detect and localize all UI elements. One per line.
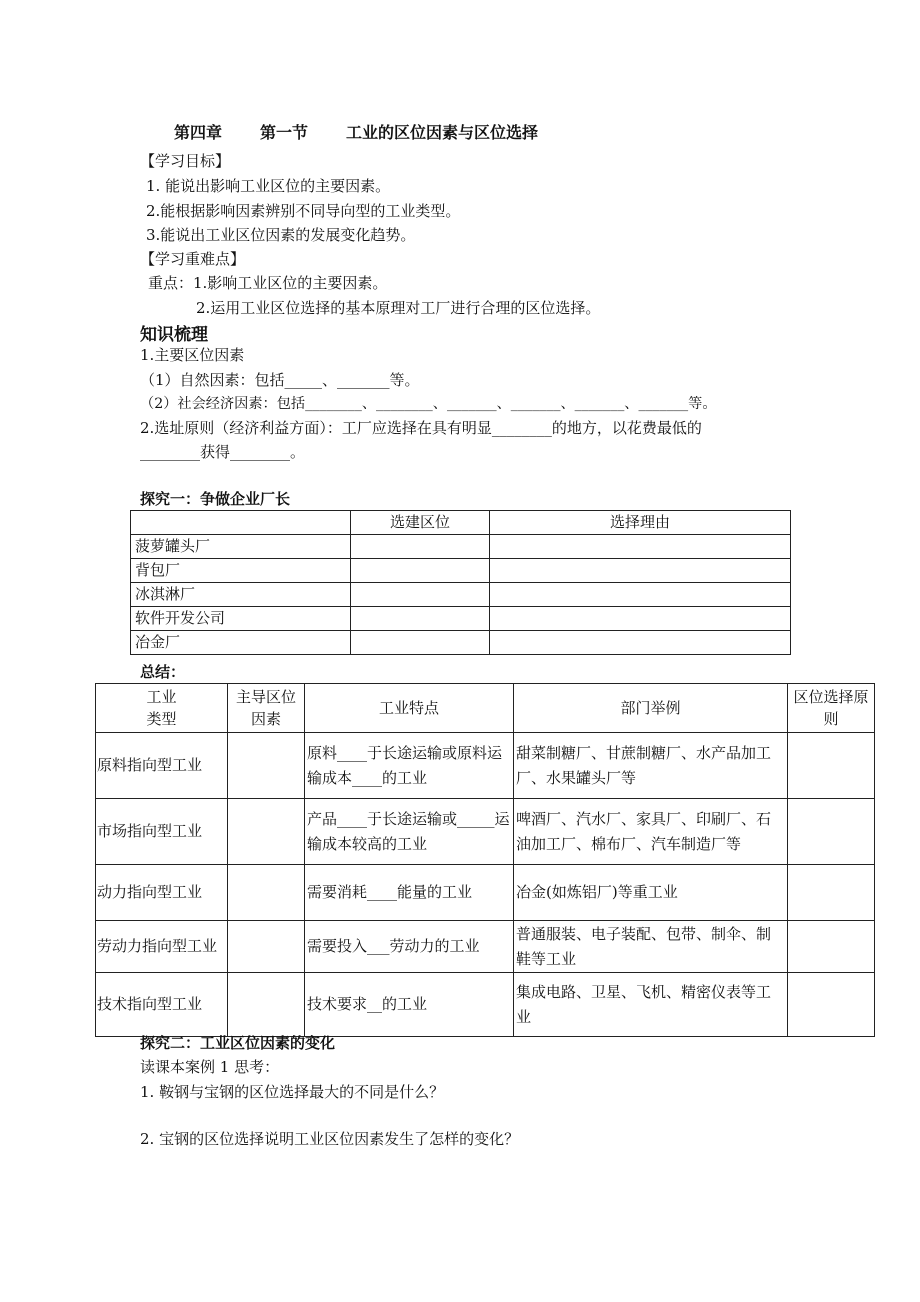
principle-cell[interactable] [788, 921, 875, 973]
location-cell[interactable] [351, 631, 490, 655]
example-cell: 啤酒厂、汽水厂、家具厂、印刷厂、石油加工厂、棉布厂、汽车制造厂等 [514, 799, 788, 865]
factory-location-table [130, 510, 791, 655]
principle-cell[interactable] [788, 865, 875, 921]
factor-cell[interactable] [228, 921, 305, 973]
table-header-cell: 主导区位 因素 [228, 684, 305, 733]
industry-type: 市场指向型工业 [96, 799, 228, 865]
factor-cell[interactable] [228, 733, 305, 799]
page-title [174, 120, 538, 143]
knowledge-line: 1.主要区位因素 [140, 346, 245, 364]
table-row [96, 799, 875, 865]
factory-name: 冶金厂 [131, 631, 351, 655]
explore2-header: 探究二：工业区位因素的变化 [140, 1034, 336, 1052]
objectives-header: 【学习目标】 [140, 152, 231, 170]
location-cell[interactable] [351, 607, 490, 631]
location-cell[interactable] [351, 559, 490, 583]
factory-name: 菠萝罐头厂 [131, 535, 351, 559]
feature-cell: 需要投入___劳动力的工业 [305, 921, 514, 973]
table-row [131, 607, 791, 631]
reason-cell[interactable] [490, 535, 791, 559]
question-item: 1. 鞍钢与宝钢的区位选择最大的不同是什么？ [140, 1083, 445, 1101]
table-header-cell: 部门举例 [514, 684, 788, 733]
table-row [131, 583, 791, 607]
chapter-label: 第四章 [174, 123, 223, 142]
feature-cell: 需要消耗____能量的工业 [305, 865, 514, 921]
principle-cell[interactable] [788, 799, 875, 865]
table-row [131, 631, 791, 655]
knowledge-header: 知识梳理 [140, 325, 208, 345]
industry-type-table [95, 683, 875, 1037]
knowledge-line: （1）自然因素：包括_____、_______等。 [140, 371, 420, 389]
section-label: 第一节 [260, 123, 309, 142]
knowledge-line: （2）社会经济因素：包括________、________、_______、_______、_______、_______等。 [140, 396, 717, 412]
keypoint-item: 2.运用工业区位选择的基本原理对工厂进行合理的区位选择。 [196, 299, 601, 317]
objective-item: 2.能根据影响因素辨别不同导向型的工业类型。 [146, 202, 461, 220]
industry-type: 技术指向型工业 [96, 973, 228, 1037]
knowledge-line: 2.选址原则（经济利益方面）：工厂应选择在具有明显________的地方，以花费最低的 [140, 419, 702, 437]
principle-cell[interactable] [788, 973, 875, 1037]
industry-type: 原料指向型工业 [96, 733, 228, 799]
example-cell: 普通服装、电子装配、包带、制伞、制鞋等工业 [514, 921, 788, 973]
factor-cell[interactable] [228, 865, 305, 921]
industry-type: 动力指向型工业 [96, 865, 228, 921]
summary-header: 总结： [140, 663, 186, 681]
table-header-row [96, 684, 875, 733]
example-cell: 甜菜制糖厂、甘蔗制糖厂、水产品加工厂、水果罐头厂等 [514, 733, 788, 799]
factor-cell[interactable] [228, 799, 305, 865]
table-header-cell: 工业特点 [305, 684, 514, 733]
keypoints-header: 【学习重难点】 [140, 250, 246, 268]
topic-label: 工业的区位因素与区位选择 [346, 123, 539, 142]
factory-name: 软件开发公司 [131, 607, 351, 631]
feature-cell: 原料____于长途运输或原料运输成本____的工业 [305, 733, 514, 799]
keypoint-item: 重点：1.影响工业区位的主要因素。 [148, 274, 388, 292]
table-row [131, 535, 791, 559]
reason-cell[interactable] [490, 583, 791, 607]
example-cell: 冶金(如炼铝厂)等重工业 [514, 865, 788, 921]
objective-item: 3.能说出工业区位因素的发展变化趋势。 [146, 226, 416, 244]
table-row [96, 921, 875, 973]
explore2-intro: 读课本案例 1 思考： [140, 1058, 280, 1076]
industry-type: 劳动力指向型工业 [96, 921, 228, 973]
knowledge-line: ________获得________。 [140, 443, 306, 461]
principle-cell[interactable] [788, 733, 875, 799]
location-cell[interactable] [351, 535, 490, 559]
table-header-cell: 工业 类型 [96, 684, 228, 733]
explore1-header: 探究一：争做企业厂长 [140, 490, 291, 508]
factory-name: 冰淇淋厂 [131, 583, 351, 607]
table-row [131, 559, 791, 583]
factor-cell[interactable] [228, 973, 305, 1037]
reason-cell[interactable] [490, 631, 791, 655]
objective-item: 1. 能说出影响工业区位的主要因素。 [146, 177, 391, 195]
table-header-cell: 选建区位 [351, 511, 490, 535]
location-cell[interactable] [351, 583, 490, 607]
table-header-row [131, 511, 791, 535]
feature-cell: 技术要求__的工业 [305, 973, 514, 1037]
table-row [96, 973, 875, 1037]
table-row [96, 865, 875, 921]
table-row [96, 733, 875, 799]
table-header-cell: 选择理由 [490, 511, 791, 535]
reason-cell[interactable] [490, 607, 791, 631]
factory-name: 背包厂 [131, 559, 351, 583]
table-header-cell [131, 511, 351, 535]
example-cell: 集成电路、卫星、飞机、精密仪表等工业 [514, 973, 788, 1037]
reason-cell[interactable] [490, 559, 791, 583]
feature-cell: 产品____于长途运输或_____运输成本较高的工业 [305, 799, 514, 865]
question-item: 2. 宝钢的区位选择说明工业区位因素发生了怎样的变化？ [140, 1130, 520, 1148]
table-header-cell: 区位选择原 则 [788, 684, 875, 733]
